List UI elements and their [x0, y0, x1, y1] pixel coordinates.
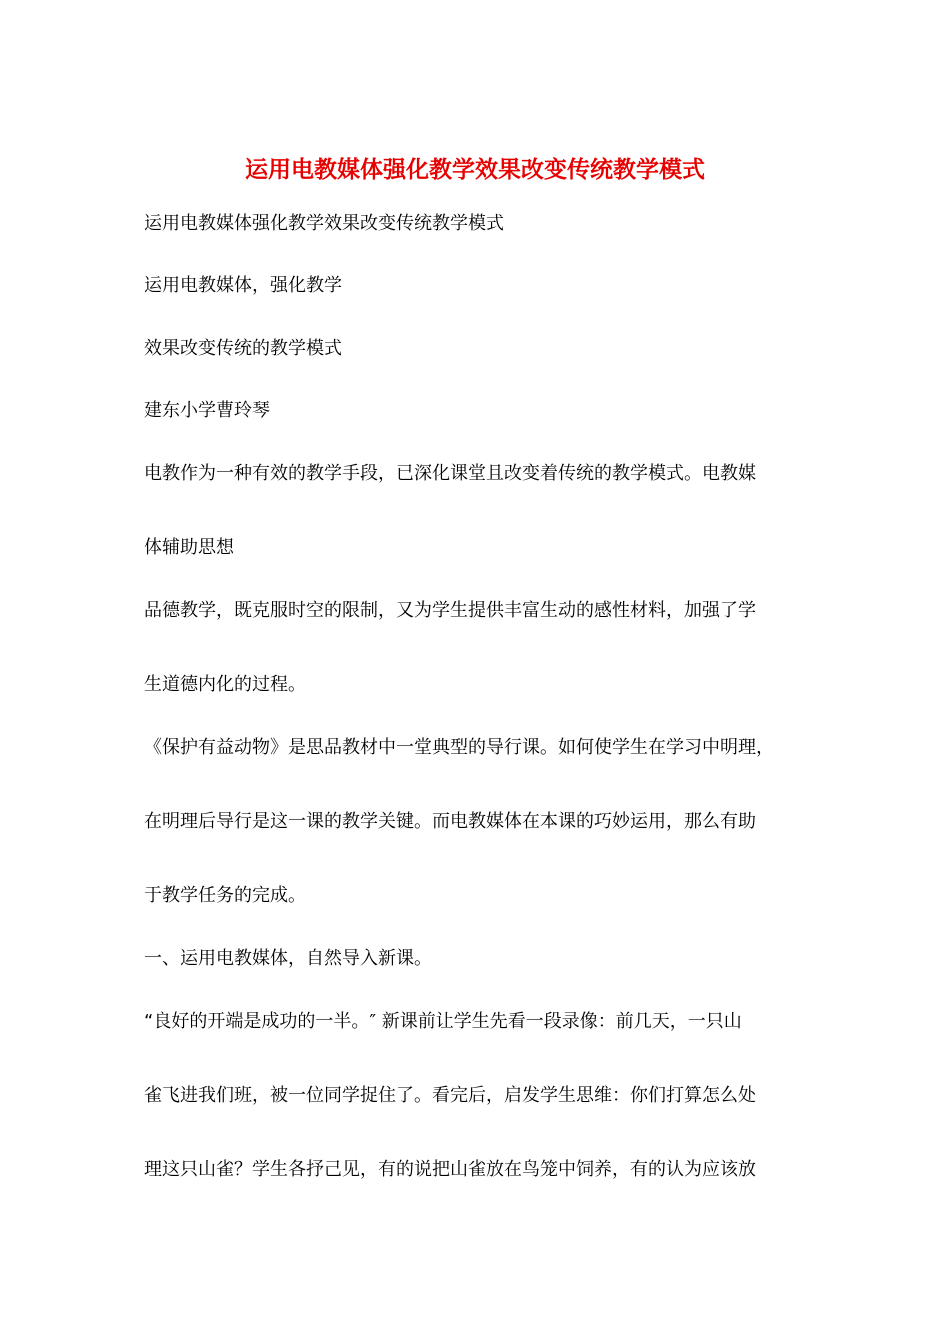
paragraph-line: “良好的开端是成功的一半。″ 新课前让学生先看一段录像：前几天，一只山 [144, 1011, 742, 1032]
section-heading: 一、运用电教媒体，自然导入新课。 [144, 948, 432, 969]
author-line: 建东小学曹玲琴 [144, 400, 270, 421]
heading-line-1: 运用电教媒体，强化教学 [144, 275, 342, 296]
paragraph-line: 理这只山雀？学生各抒己见，有的说把山雀放在鸟笼中饲养，有的认为应该放 [144, 1159, 756, 1180]
paragraph-line: 品德教学，既克服时空的限制，又为学生提供丰富生动的感性材料，加强了学 [144, 600, 756, 621]
paragraph-line: 生道德内化的过程。 [144, 674, 306, 695]
subtitle-line: 运用电教媒体强化教学效果改变传统教学模式 [144, 213, 504, 234]
heading-line-2: 效果改变传统的教学模式 [144, 338, 342, 359]
document-title: 运用电教媒体强化教学效果改变传统教学模式 [245, 156, 705, 183]
paragraph-line: 电教作为一种有效的教学手段，已深化课堂且改变着传统的教学模式。电教媒 [144, 463, 756, 484]
paragraph-line: 于教学任务的完成。 [144, 885, 306, 906]
paragraph-line: 雀飞进我们班，被一位同学捉住了。看完后，启发学生思维：你们打算怎么处 [144, 1085, 756, 1106]
paragraph-line: 在明理后导行是这一课的教学关键。而电教媒体在本课的巧妙运用，那么有助 [144, 811, 756, 832]
paragraph-line: 体辅助思想 [144, 537, 234, 558]
paragraph-line: 《保护有益动物》是思品教材中一堂典型的导行课。如何使学生在学习中明理， [144, 737, 774, 758]
